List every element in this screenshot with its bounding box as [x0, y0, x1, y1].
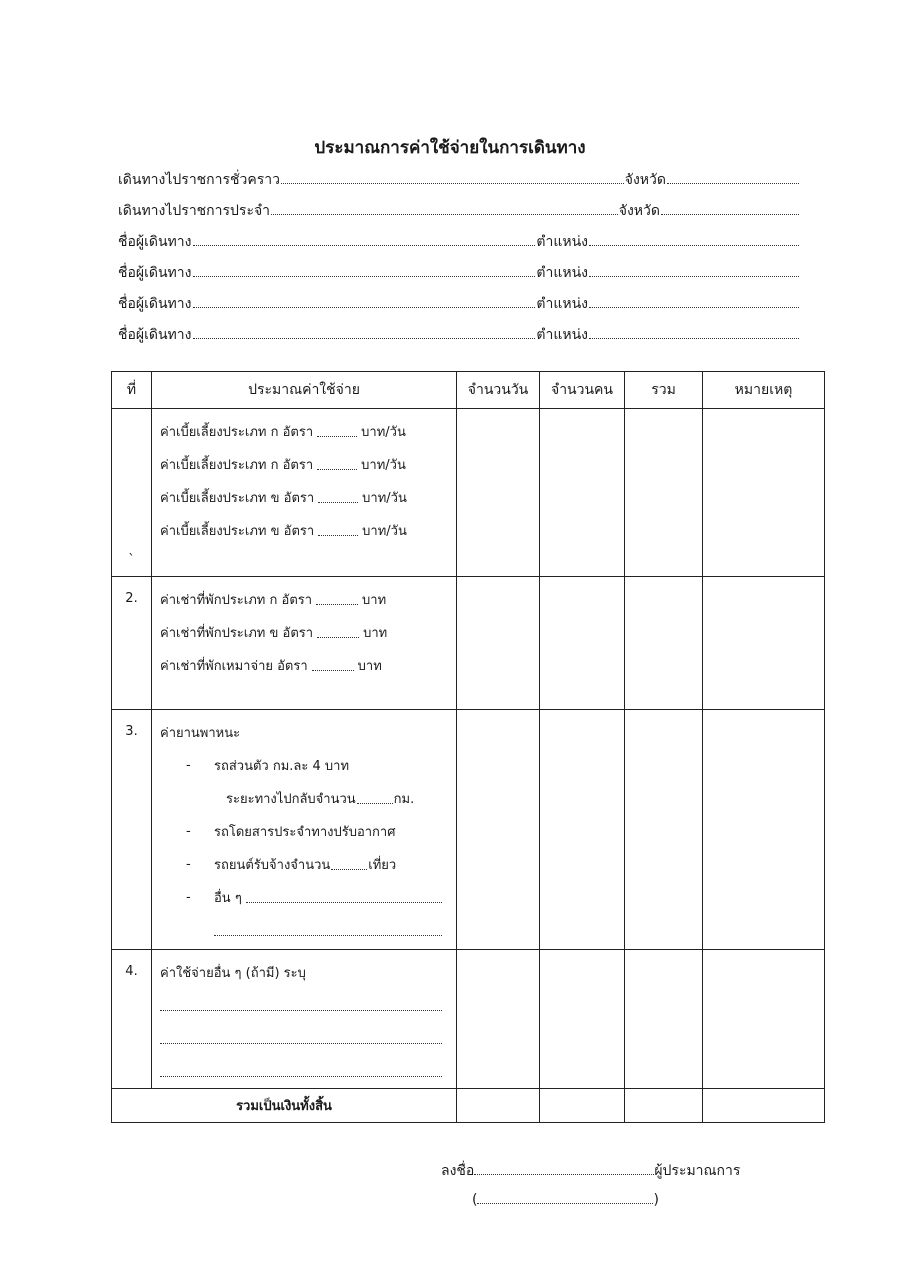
traveler-name-field[interactable] [193, 233, 536, 246]
total-cell[interactable] [625, 409, 703, 577]
others-continuation [160, 914, 456, 947]
other-expense-field[interactable] [160, 1066, 442, 1077]
printed-name-field[interactable] [477, 1191, 653, 1204]
traveler-line [118, 262, 800, 284]
days-total-cell[interactable] [457, 1089, 540, 1123]
position-label: ตำแหน่ง [536, 234, 588, 250]
rate-field[interactable] [318, 492, 358, 503]
total-cell[interactable] [625, 950, 703, 1089]
total-cell[interactable] [625, 710, 703, 950]
signature-field[interactable] [474, 1162, 654, 1175]
rate-field[interactable] [318, 525, 358, 536]
sign-label: ลงชื่อ [441, 1163, 475, 1179]
distance-field[interactable] [357, 793, 393, 804]
temp-travel-label: เดินทางไปราชการชั่วคราว [118, 172, 281, 188]
persons-total-cell[interactable] [540, 1089, 625, 1123]
other-expense-field[interactable] [160, 1000, 442, 1011]
temp-travel-field[interactable] [281, 171, 624, 184]
traveler-name-field[interactable] [193, 264, 536, 277]
rate-field[interactable] [317, 627, 359, 638]
other-expense-line [160, 989, 456, 1022]
row-number: 4. [112, 950, 152, 1089]
others-field-2[interactable] [214, 925, 442, 936]
remarks-total-cell[interactable] [703, 1089, 825, 1123]
signature-line [441, 1160, 740, 1182]
table-row [112, 577, 825, 710]
grand-total-label: รวมเป็นเงินทั้งสิ้น [112, 1089, 457, 1123]
estimator-label: ผู้ประมาณการ [654, 1163, 741, 1179]
lodging-line: ค่าเช่าที่พักเหมาจ่าย อัตรา บาท [160, 659, 382, 674]
vehicle-cell [152, 710, 457, 950]
allowance-line: ค่าเบี้ยเลี้ยงประเภท ก อัตรา บาท/วัน [160, 425, 406, 440]
header-remarks: หมายเหตุ [703, 372, 825, 409]
expense-table [111, 371, 825, 1123]
header-no: ที่ [112, 372, 152, 409]
position-label: ตำแหน่ง [536, 296, 588, 312]
allowance-line: ค่าเบี้ยเลี้ยงประเภท ก อัตรา บาท/วัน [160, 458, 406, 473]
header-item: ประมาณค่าใช้จ่าย [152, 372, 457, 409]
allowance-line: ค่าเบี้ยเลี้ยงประเภท ข อัตรา บาท/วัน [160, 524, 407, 539]
lodging-cell [152, 577, 457, 710]
other-expense-heading: ค่าใช้จ่ายอื่น ๆ (ถ้ามี) ระบุ [160, 966, 306, 981]
lodging-line: ค่าเช่าที่พักประเภท ก อัตรา บาท [160, 593, 387, 608]
trips-field[interactable] [331, 859, 367, 870]
remarks-cell[interactable] [703, 577, 825, 710]
days-cell[interactable] [457, 577, 540, 710]
vehicle-heading: ค่ายานพาหนะ [160, 726, 241, 741]
header-days: จำนวนวัน [457, 372, 540, 409]
remarks-cell[interactable] [703, 950, 825, 1089]
lodging-line: ค่าเช่าที่พักประเภท ข อัตรา บาท [160, 626, 388, 641]
header-total: รวม [625, 372, 703, 409]
persons-cell[interactable] [540, 710, 625, 950]
others-field[interactable] [246, 892, 442, 903]
other-expense-cell [152, 950, 457, 1089]
temp-travel-line [118, 169, 800, 191]
days-cell[interactable] [457, 950, 540, 1089]
table-row [112, 409, 825, 577]
page-title: ประมาณการค่าใช้จ่ายในการเดินทาง [314, 138, 586, 158]
row-number [112, 409, 152, 577]
days-cell[interactable] [457, 409, 540, 577]
rate-field[interactable] [312, 660, 354, 671]
traveler-line [118, 231, 800, 253]
grand-total-cell[interactable] [625, 1089, 703, 1123]
stray-mark: ` [128, 553, 135, 568]
distance-line: ระยะทางไปกลับจำนวน กม. [226, 792, 415, 807]
rate-field[interactable] [317, 426, 357, 437]
province-field[interactable] [661, 202, 799, 215]
allowance-line: ค่าเบี้ยเลี้ยงประเภท ข อัตรา บาท/วัน [160, 491, 407, 506]
other-expense-line [160, 1022, 456, 1055]
position-field[interactable] [589, 295, 799, 308]
traveler-line [118, 293, 800, 315]
province-label: จังหวัด [618, 203, 660, 219]
traveler-name-label: ชื่อผู้เดินทาง [118, 327, 192, 343]
hired-car-line: - รถยนต์รับจ้างจำนวน เที่ยว [186, 857, 397, 873]
perm-travel-line [118, 200, 800, 222]
other-expense-line [160, 1055, 456, 1088]
traveler-name-field[interactable] [193, 326, 536, 339]
position-field[interactable] [589, 264, 799, 277]
rate-field[interactable] [316, 594, 358, 605]
perm-travel-label: เดินทางไปราชการประจำ [118, 203, 271, 219]
persons-cell[interactable] [540, 577, 625, 710]
position-field[interactable] [589, 233, 799, 246]
position-label: ตำแหน่ง [536, 327, 588, 343]
row-number: 3. [112, 710, 152, 950]
traveler-name-label: ชื่อผู้เดินทาง [118, 296, 192, 312]
remarks-cell[interactable] [703, 710, 825, 950]
traveler-name-label: ชื่อผู้เดินทาง [118, 265, 192, 281]
private-car-line: - รถส่วนตัว กม.ละ 4 บาท [186, 758, 350, 774]
traveler-name-field[interactable] [193, 295, 536, 308]
table-row [112, 710, 825, 950]
position-label: ตำแหน่ง [536, 265, 588, 281]
persons-cell[interactable] [540, 409, 625, 577]
allowance-cell [152, 409, 457, 577]
position-field[interactable] [589, 326, 799, 339]
table-header-row [112, 372, 825, 409]
province-field[interactable] [667, 171, 799, 184]
header-persons: จำนวนคน [540, 372, 625, 409]
grand-total-row [112, 1089, 825, 1123]
traveler-name-label: ชื่อผู้เดินทาง [118, 234, 192, 250]
total-cell[interactable] [625, 577, 703, 710]
table-row [112, 950, 825, 1089]
province-label: จังหวัด [624, 172, 666, 188]
persons-cell[interactable] [540, 950, 625, 1089]
printed-name-line: ( ) [472, 1192, 659, 1208]
others-line: - อื่น ๆ [160, 881, 456, 914]
other-expense-field[interactable] [160, 1033, 442, 1044]
traveler-line [118, 324, 800, 346]
rate-field[interactable] [317, 459, 357, 470]
days-cell[interactable] [457, 710, 540, 950]
row-number: 2. [112, 577, 152, 710]
remarks-cell[interactable] [703, 409, 825, 577]
perm-travel-field[interactable] [271, 202, 618, 215]
bus-line: - รถโดยสารประจำทางปรับอากาศ [186, 824, 396, 840]
